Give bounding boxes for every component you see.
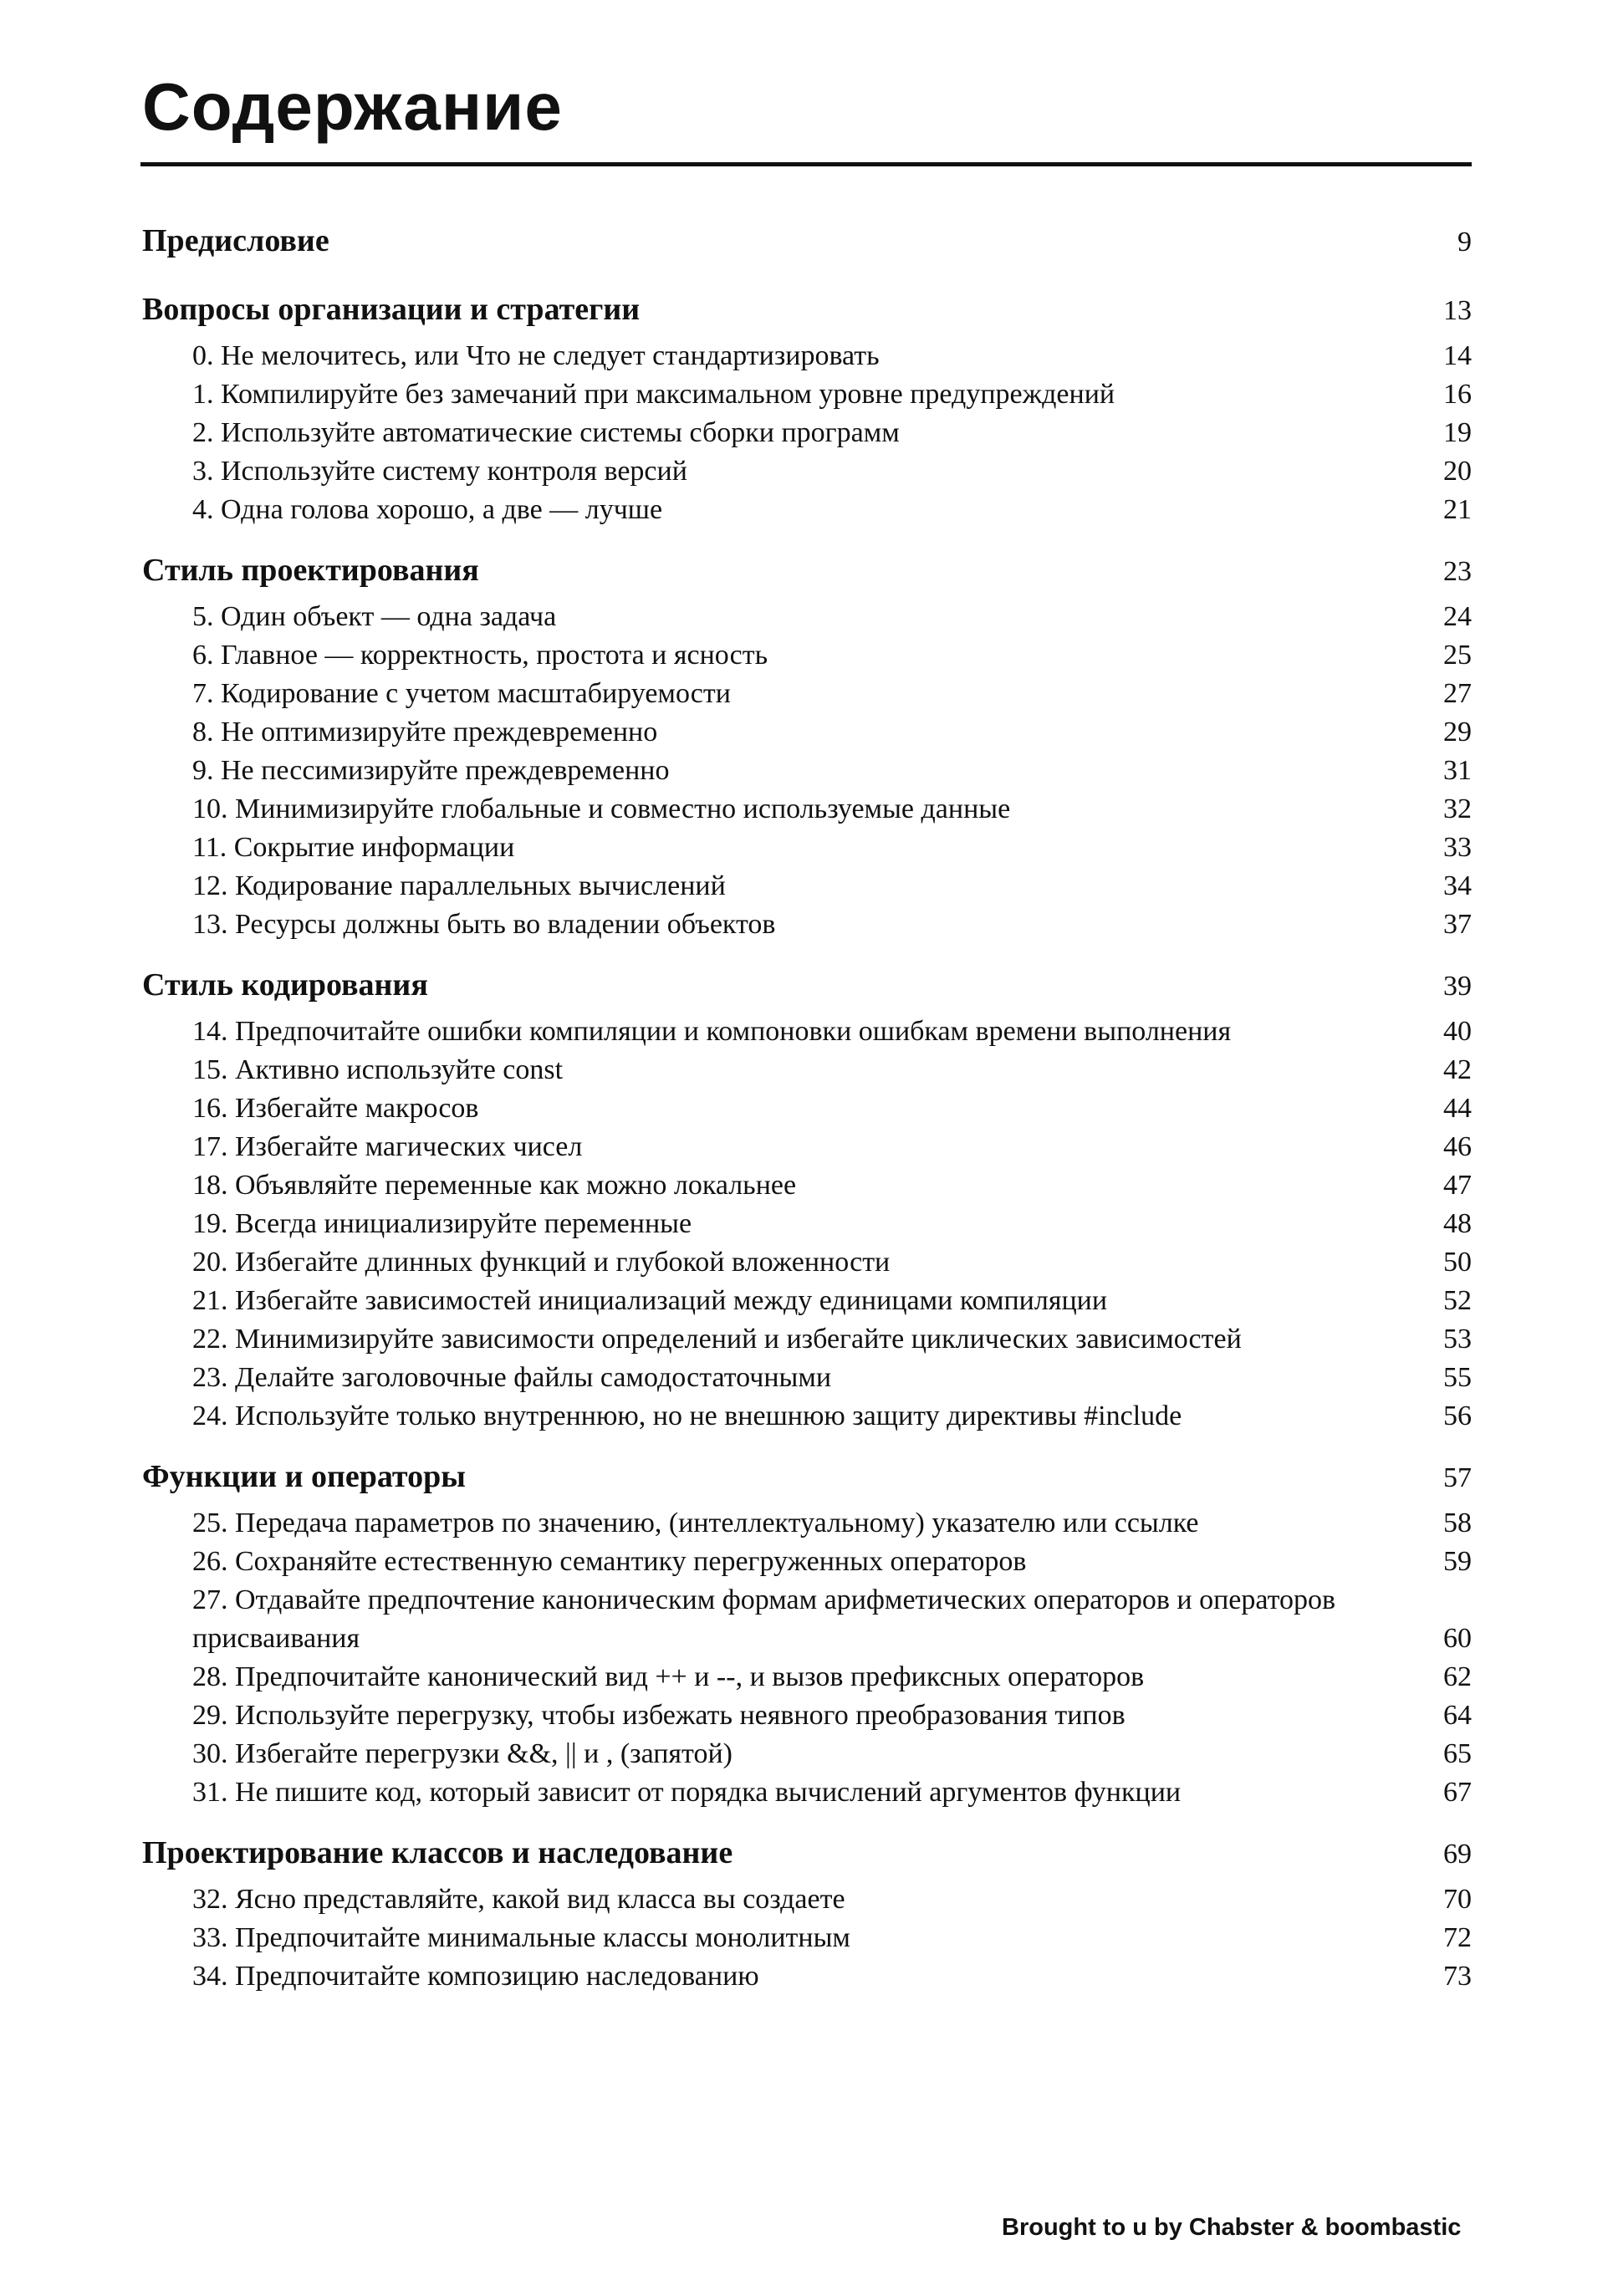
toc-entry[interactable] — [142, 452, 1472, 491]
toc-entry[interactable] — [142, 1735, 1472, 1773]
entry-title: 3. Используйте систему контроля версий — [192, 456, 687, 487]
toc-section — [142, 1825, 1472, 1996]
toc-entry[interactable] — [142, 1397, 1472, 1436]
entry-page-number: 31 — [1443, 755, 1472, 786]
section-page-number: 57 — [1443, 1462, 1472, 1493]
toc-entry[interactable] — [142, 1013, 1472, 1051]
toc-entry[interactable] — [142, 1359, 1472, 1397]
entry-page-number: 44 — [1443, 1093, 1472, 1124]
toc-entry[interactable] — [142, 1243, 1472, 1282]
entry-title: 30. Избегайте перегрузки &&, || и , (запятой) — [192, 1738, 732, 1769]
entry-title: 27. Отдавайте предпочтение каноническим формам арифметических операторов и операторов присваивания — [192, 1584, 1336, 1654]
entry-title: 22. Минимизируйте зависимости определений и избегайте циклических зависимостей — [192, 1324, 1242, 1355]
entry-page-number: 48 — [1443, 1208, 1472, 1239]
entry-page-number: 20 — [1443, 456, 1472, 487]
entry-page-number: 52 — [1443, 1285, 1472, 1316]
toc-entry[interactable] — [142, 1504, 1472, 1543]
entry-page-number: 14 — [1443, 340, 1472, 371]
entry-page-number: 59 — [1443, 1546, 1472, 1577]
toc-entry[interactable] — [142, 1089, 1472, 1128]
entry-title: 13. Ресурсы должны быть во владении объектов — [192, 909, 776, 940]
toc-entry[interactable] — [142, 1658, 1472, 1696]
entry-page-number: 19 — [1443, 417, 1472, 448]
entry-title: 20. Избегайте длинных функций и глубокой вложенности — [192, 1247, 891, 1278]
section-heading[interactable] — [142, 213, 1472, 268]
entry-page-number: 55 — [1443, 1362, 1472, 1393]
entry-page-number: 72 — [1443, 1922, 1472, 1953]
entry-page-number: 56 — [1443, 1401, 1472, 1431]
entry-page-number: 47 — [1443, 1170, 1472, 1201]
section-page-number: 39 — [1443, 971, 1472, 1002]
toc-entry[interactable] — [142, 337, 1472, 375]
entry-page-number: 40 — [1443, 1016, 1472, 1047]
entry-page-number: 16 — [1443, 379, 1472, 410]
entry-title: 19. Всегда инициализируйте переменные — [192, 1208, 692, 1239]
entry-page-number: 27 — [1443, 678, 1472, 709]
entry-title: 15. Активно используйте const — [192, 1054, 564, 1085]
entry-page-number: 42 — [1443, 1054, 1472, 1085]
entry-title: 1. Компилируйте без замечаний при максимальном уровне предупреждений — [192, 379, 1115, 410]
entry-title: 32. Ясно представляйте, какой вид класса вы создаете — [192, 1884, 845, 1915]
section-page-number: 9 — [1457, 227, 1472, 258]
toc-entry[interactable] — [142, 636, 1472, 675]
section-heading[interactable] — [142, 543, 1472, 598]
entry-title: 0. Не мелочитесь, или Что не следует стандартизировать — [192, 340, 880, 371]
title-divider — [140, 162, 1472, 166]
toc-entry[interactable] — [142, 1205, 1472, 1243]
entry-title: 16. Избегайте макросов — [192, 1093, 479, 1124]
toc-section — [142, 1449, 1472, 1812]
section-heading[interactable] — [142, 957, 1472, 1013]
entry-page-number: 32 — [1443, 793, 1472, 824]
toc-entry[interactable] — [142, 1696, 1472, 1735]
footer-credit: Brought to u by Chabster & boombastic — [1002, 2214, 1462, 2241]
entry-title: 4. Одна голова хорошо, а две — лучше — [192, 494, 663, 525]
page-title: Содержание — [142, 69, 563, 144]
entry-title: 7. Кодирование с учетом масштабируемости — [192, 678, 731, 709]
entry-title: 11. Сокрытие информации — [192, 832, 515, 863]
toc-entry[interactable] — [142, 598, 1472, 636]
toc-entry[interactable] — [142, 790, 1472, 829]
entry-page-number: 70 — [1443, 1884, 1472, 1915]
entry-title: 2. Используйте автоматические системы сборки программ — [192, 417, 900, 448]
toc-entry[interactable] — [142, 1128, 1472, 1166]
toc-entry[interactable] — [142, 752, 1472, 790]
entry-page-number: 62 — [1443, 1661, 1472, 1692]
entry-title: 17. Избегайте магических чисел — [192, 1131, 583, 1162]
entry-title: 18. Объявляйте переменные как можно локальнее — [192, 1170, 797, 1201]
entry-title: 28. Предпочитайте канонический вид ++ и --, и вызов префиксных операторов — [192, 1661, 1145, 1692]
entry-title: 34. Предпочитайте композицию наследованию — [192, 1961, 759, 1992]
entry-title: 6. Главное — корректность, простота и ясность — [192, 640, 768, 671]
toc-entry[interactable] — [142, 414, 1472, 452]
entry-page-number: 29 — [1443, 717, 1472, 747]
toc-entry[interactable] — [142, 491, 1472, 529]
entry-title: 25. Передача параметров по значению, (интеллектуальному) указателю или ссылке — [192, 1508, 1199, 1538]
section-title: Проектирование классов и наследование — [142, 1835, 733, 1870]
toc-entry[interactable] — [142, 1957, 1472, 1996]
entry-title: 14. Предпочитайте ошибки компиляции и компоновки ошибкам времени выполнения — [192, 1016, 1232, 1047]
entry-page-number: 73 — [1443, 1961, 1472, 1992]
toc-section — [142, 957, 1472, 1436]
entry-title: 33. Предпочитайте минимальные классы монолитным — [192, 1922, 850, 1953]
entry-title: 31. Не пишите код, который зависит от порядка вычислений аргументов функции — [192, 1777, 1182, 1808]
toc-entry[interactable] — [142, 867, 1472, 906]
section-page-number: 23 — [1443, 556, 1472, 587]
entry-title: 29. Используйте перегрузку, чтобы избежать неявного преобразования типов — [192, 1700, 1126, 1731]
section-title: Вопросы организации и стратегии — [142, 292, 641, 327]
entry-page-number: 34 — [1443, 870, 1472, 901]
entry-page-number: 65 — [1443, 1738, 1472, 1769]
toc-entry[interactable] — [142, 1880, 1472, 1919]
entry-page-number: 46 — [1443, 1131, 1472, 1162]
entry-page-number: 50 — [1443, 1247, 1472, 1278]
entry-page-number: 37 — [1443, 909, 1472, 940]
entry-page-number: 67 — [1443, 1777, 1472, 1808]
toc-section — [142, 543, 1472, 944]
toc-entry[interactable] — [142, 1773, 1472, 1812]
entry-page-number: 58 — [1443, 1508, 1472, 1538]
toc-section — [142, 282, 1472, 529]
entry-title: 12. Кодирование параллельных вычислений — [192, 870, 726, 901]
toc-entry[interactable] — [142, 713, 1472, 752]
entry-title: 8. Не оптимизируйте преждевременно — [192, 717, 658, 747]
section-heading[interactable] — [142, 1825, 1472, 1880]
toc-entry[interactable] — [142, 1320, 1472, 1359]
section-page-number: 69 — [1443, 1839, 1472, 1870]
toc-entry[interactable] — [142, 829, 1472, 867]
toc-section — [142, 213, 1472, 268]
section-heading[interactable] — [142, 282, 1472, 337]
toc-entry[interactable] — [142, 375, 1472, 414]
toc-entry[interactable] — [142, 906, 1472, 944]
toc-entry[interactable] — [142, 1051, 1472, 1089]
entry-page-number: 25 — [1443, 640, 1472, 671]
entry-page-number: 53 — [1443, 1324, 1472, 1355]
entry-title: 9. Не пессимизируйте преждевременно — [192, 755, 670, 786]
table-of-contents — [142, 213, 1472, 2001]
entry-title: 24. Используйте только внутреннюю, но не внешнюю защиту директивы #include — [192, 1401, 1182, 1431]
toc-entry[interactable] — [142, 675, 1472, 713]
entry-page-number: 21 — [1443, 494, 1472, 525]
toc-entry[interactable] — [142, 1282, 1472, 1320]
section-title: Стиль проектирования — [142, 553, 479, 588]
entry-title: 23. Делайте заголовочные файлы самодостаточными — [192, 1362, 832, 1393]
section-title: Функции и операторы — [142, 1459, 466, 1494]
section-title: Стиль кодирования — [142, 967, 428, 1003]
section-title: Предисловие — [142, 223, 329, 258]
toc-entry[interactable] — [142, 1581, 1472, 1658]
entry-title: 21. Избегайте зависимостей инициализаций между единицами компиляции — [192, 1285, 1108, 1316]
section-heading[interactable] — [142, 1449, 1472, 1504]
entry-page-number: 24 — [1443, 601, 1472, 632]
toc-entry[interactable] — [142, 1919, 1472, 1957]
section-page-number: 13 — [1443, 295, 1472, 326]
entry-title: 26. Сохраняйте естественную семантику перегруженных операторов — [192, 1546, 1027, 1577]
entry-title: 10. Минимизируйте глобальные и совместно используемые данные — [192, 793, 1011, 824]
entry-page-number: 64 — [1443, 1700, 1472, 1731]
toc-entry[interactable] — [142, 1166, 1472, 1205]
toc-entry[interactable] — [142, 1543, 1472, 1581]
entry-page-number: 60 — [1443, 1623, 1472, 1654]
entry-title: 5. Один объект — одна задача — [192, 601, 557, 632]
entry-page-number: 33 — [1443, 832, 1472, 863]
